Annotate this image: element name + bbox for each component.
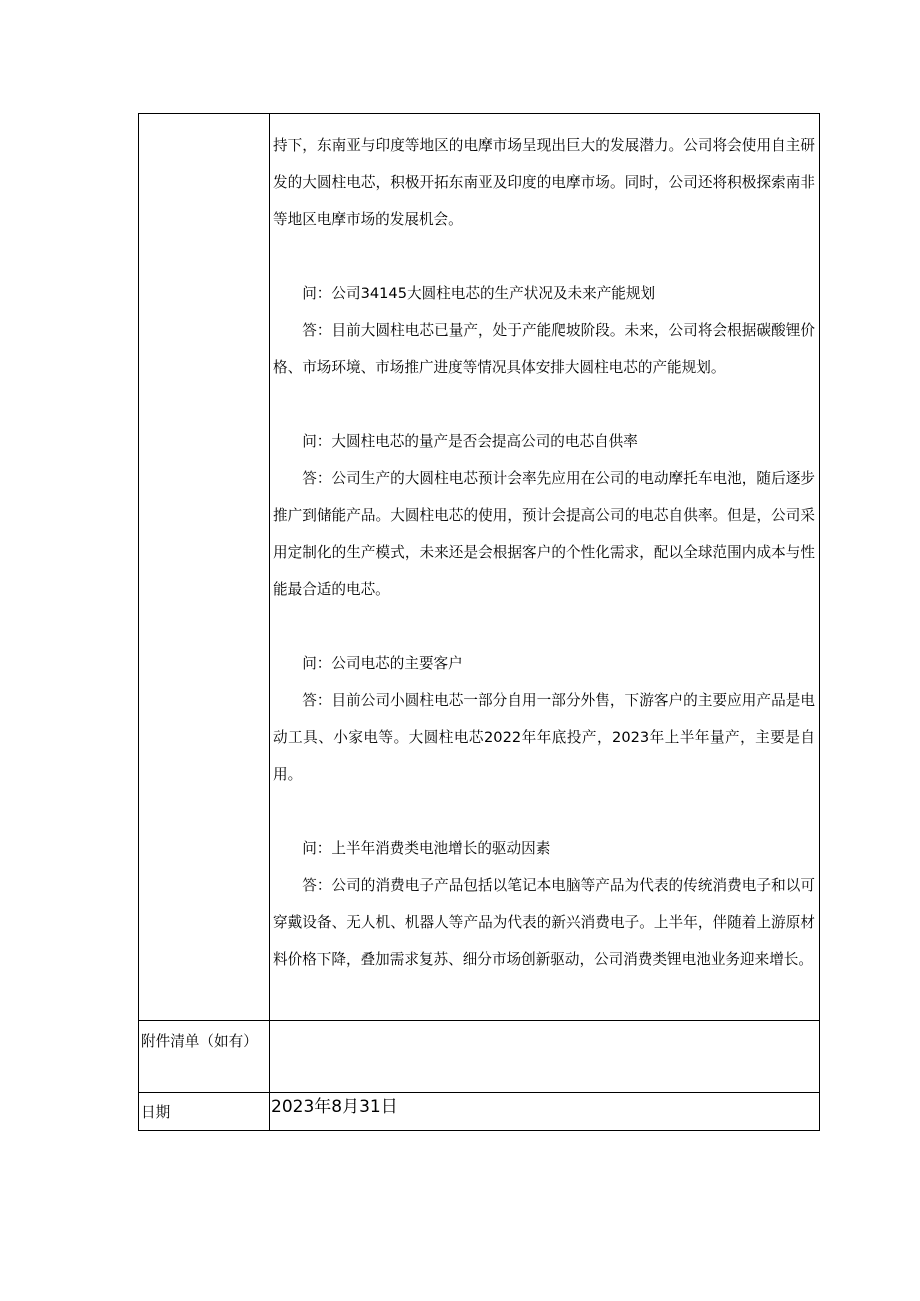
answer-4: 答：公司的消费电子产品包括以笔记本电脑等产品为代表的传统消费电子和以可穿戴设备、无人机、机器人等产品为代表的新兴消费电子。上半年，伴随着上游原材料价格下降，叠加需求复苏、细分市场创新驱动，公司消费类锂电池业务迎来增长。 <box>273 877 815 968</box>
date-row <box>139 1093 820 1131</box>
question-1: 问：公司34145大圆柱电芯的生产状况及未来产能规划 <box>302 285 656 302</box>
continuation-paragraph: 持下，东南亚与印度等地区的电摩市场呈现出巨大的发展潜力。公司将会使用自主研发的大圆柱电芯，积极开拓东南亚及印度的电摩市场。同时，公司还将积极探索南非等地区电摩市场的发展机会。 <box>273 137 815 228</box>
date-value: 2023年8月31日 <box>271 1097 398 1117</box>
attachments-row <box>139 1021 820 1093</box>
date-value-cell <box>270 1093 820 1131</box>
attachments-value-cell <box>270 1021 820 1093</box>
empty-label-cell <box>139 114 270 1021</box>
date-label-cell <box>139 1093 270 1131</box>
info-table <box>138 113 820 1131</box>
attachments-label: 附件清单（如有） <box>141 1033 258 1050</box>
answer-2: 答：公司生产的大圆柱电芯预计会率先应用在公司的电动摩托车电池，随后逐步推广到储能产品。大圆柱电芯的使用，预计会提高公司的电芯自供率。但是，公司采用定制化的生产模式，未来还是会根据客户的个性化需求，配以全球范围内成本与性能最合适的电芯。 <box>273 470 815 598</box>
answer-1: 答：目前大圆柱电芯已量产，处于产能爬坡阶段。未来，公司将会根据碳酸锂价格、市场环境、市场推广进度等情况具体安排大圆柱电芯的产能规划。 <box>273 322 815 376</box>
question-3: 问：公司电芯的主要客户 <box>302 655 463 672</box>
question-2: 问：大圆柱电芯的量产是否会提高公司的电芯自供率 <box>302 433 638 450</box>
answer-3: 答：目前公司小圆柱电芯一部分自用一部分外售，下游客户的主要应用产品是电动工具、小家电等。大圆柱电芯2022年年底投产，2023年上半年量产，主要是自用。 <box>273 692 815 783</box>
date-label: 日期 <box>141 1104 171 1121</box>
question-4: 问：上半年消费类电池增长的驱动因素 <box>302 840 551 857</box>
content-row <box>139 114 820 1021</box>
qa-content <box>270 114 819 978</box>
attachments-label-cell <box>139 1021 270 1093</box>
qa-cell <box>270 114 820 1021</box>
attachments-value <box>270 1021 819 1025</box>
